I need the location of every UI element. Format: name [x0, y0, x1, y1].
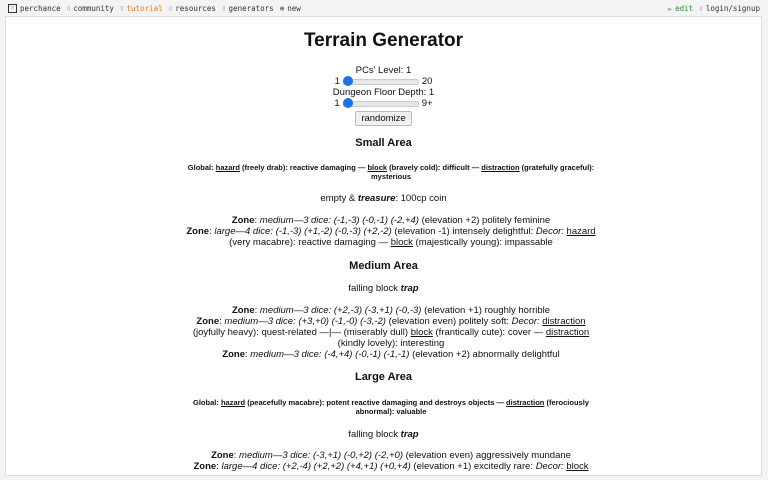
large-global: Global: hazard (peacefully macabre): potent reactive damaging and destroys objects — distraction (ferociously abnormal): valuable [193, 398, 589, 416]
plus-circle-icon: ⊕ [279, 3, 285, 13]
randomize-button[interactable]: randomize [355, 111, 411, 126]
resources-icon: ▯ [168, 4, 173, 12]
zone-desc: (elevation +1) roughly horrible [421, 305, 551, 316]
nav-login[interactable] [699, 4, 760, 13]
nav-label: resources [175, 3, 216, 13]
hazard-link[interactable]: hazard [215, 163, 240, 172]
nav-new[interactable] [280, 4, 301, 13]
distraction-link[interactable]: distraction [506, 398, 545, 407]
small-global: Global: hazard (freely drab): reactive damaging — block (bravely cold): difficult — distraction (gratefully graceful): mysterious [187, 163, 595, 181]
text: falling block [348, 429, 401, 440]
zone-dice: medium—3 dice: (+3,+0) (-1,-0) (-3,-2) [224, 316, 386, 327]
slider-min: 1 [334, 76, 340, 87]
nav-label: tutorial [126, 3, 163, 13]
nav-generators[interactable] [222, 4, 274, 13]
slider-thumb[interactable] [343, 98, 353, 108]
slider-thumb[interactable] [343, 76, 353, 86]
text: (kindly lovely): interesting [337, 338, 445, 349]
text: (peacefully macabre): potent reactive damaging and destroys objects — [245, 398, 507, 407]
text: (joyfully heavy): quest-related —|— (miserably dull) [192, 327, 411, 338]
zone-dice: medium—3 dice: (+2,-3) (-3,+1) (-0,-3) [259, 305, 422, 316]
community-icon: ▯ [66, 4, 71, 12]
controls [6, 65, 761, 126]
zone-dice: medium—3 dice: (-3,+1) (-0,+2) (-2,+0) [239, 450, 403, 461]
zone-desc: (elevation +2) abnormally delightful [409, 349, 560, 360]
block-link[interactable]: block [367, 163, 388, 172]
zone-label: Zone [231, 215, 255, 226]
pc-level-row [6, 76, 761, 87]
decor-label: Decor: [535, 226, 564, 237]
text: (very macabre): reactive damaging — [229, 237, 391, 248]
distraction-link[interactable]: distraction [542, 316, 586, 327]
zone: Zone: large—4 dice: (-1,-3) (+1,-2) (-0,-3) (+2,-2) (elevation -1) intensely delightful: Decor: hazard (very macabre): reactive damaging — block (majestically young): impassable [186, 226, 596, 248]
zone-desc: (elevation -1) intensely delightful: [391, 226, 536, 237]
zone: Zone: medium—3 dice: (-1,-3) (-0,-1) (-2,+4) (elevation +2) politely feminine [231, 215, 551, 226]
text: (freely drab): reactive damaging — [239, 163, 368, 172]
tutorial-icon: ▯ [119, 4, 124, 12]
dice-icon: ⁙ [9, 4, 16, 12]
login-icon: ▯ [699, 4, 703, 12]
small-area-title: Small Area [355, 137, 412, 149]
medium-area-title: Medium Area [349, 260, 418, 272]
zone-label: Zone [196, 316, 220, 327]
zone: Zone: medium—3 dice: (-4,+4) (-0,-1) (-1,-1) (elevation +2) abnormally delightful [222, 349, 560, 360]
depth-label: Dungeon Floor Depth: 1 [332, 87, 435, 98]
hazard-link[interactable]: hazard [220, 398, 246, 407]
treasure-label: treasure [357, 193, 396, 204]
pc-level-slider[interactable] [343, 79, 419, 85]
text: empty & [320, 193, 358, 204]
zone-label: Zone [186, 226, 210, 237]
edit-icon: ✏ [667, 3, 673, 13]
zone: Zone: medium—3 dice: (+2,-3) (-3,+1) (-0,-3) (elevation +1) roughly horrible [231, 305, 551, 316]
global-label: Global [187, 163, 212, 172]
nav-label: new [287, 3, 301, 13]
small-feature [6, 193, 761, 204]
generators-icon: ▯ [221, 4, 226, 12]
distraction-link[interactable]: distraction [545, 327, 590, 338]
text: (majestically young): impassable [412, 237, 553, 248]
zone-dice: medium—3 dice: (-4,+4) (-0,-1) (-1,-1) [250, 349, 410, 360]
nav-resources[interactable] [169, 4, 216, 13]
page-title: Terrain Generator [303, 30, 464, 51]
text: (gratefully graceful): mysterious [370, 163, 595, 181]
zone-desc: (elevation +2) politely feminine [418, 215, 551, 226]
nav-tutorial[interactable] [120, 4, 163, 13]
zone-label: Zone [193, 461, 217, 472]
nav-perchance[interactable] [8, 4, 61, 13]
slider-min: 1 [334, 98, 340, 109]
zone-desc: (elevation even) aggressively mundane [402, 450, 571, 461]
top-nav-bar [0, 0, 768, 16]
text: (frantically cute): cover — [432, 327, 546, 338]
small-zones [186, 215, 596, 248]
nav-label: generators [228, 3, 274, 13]
generator-output-panel [5, 16, 762, 476]
text: (bravely cold): difficult — [387, 163, 482, 172]
text: : 100cp coin [395, 193, 447, 204]
block-link[interactable]: block [566, 461, 589, 472]
medium-feature [6, 283, 761, 294]
text: falling block [348, 283, 401, 294]
nav-edit[interactable] [668, 4, 694, 13]
zone-label: Zone [231, 305, 255, 316]
hazard-link[interactable]: hazard [566, 226, 596, 237]
nav-label: login/signup [705, 3, 760, 13]
zone-desc: (elevation +1) excitedly rare: [410, 461, 536, 472]
zone-label: Zone [211, 450, 234, 461]
large-zones [186, 450, 596, 472]
nav-community[interactable] [67, 4, 114, 13]
trap-label: trap [400, 429, 419, 440]
large-area-title: Large Area [354, 371, 413, 383]
zone-label: Zone [222, 349, 245, 360]
nav-label: edit [675, 3, 694, 13]
text: (ferociously abnormal): valuable [355, 398, 589, 416]
decor-label: Decor: [511, 316, 540, 327]
zone: Zone: large—4 dice: (+2,-4) (+2,+2) (+4,+1) (+0,+4) (elevation +1) excitedly rare: Decor: block [193, 461, 589, 472]
zone-dice: medium—3 dice: (-1,-3) (-0,-1) (-2,+4) [259, 215, 419, 226]
slider-max: 20 [421, 76, 433, 87]
large-feature [6, 429, 761, 440]
zone-desc: (elevation even) politely soft: [385, 316, 512, 327]
depth-slider[interactable] [343, 101, 419, 107]
global-label: Global [193, 398, 217, 407]
zone-dice: large—4 dice: (+2,-4) (+2,+2) (+4,+1) (+0,+4) [221, 461, 411, 472]
block-link[interactable]: block [410, 327, 433, 338]
zone: Zone: medium—3 dice: (+3,+0) (-1,-0) (-3,-2) (elevation even) politely soft: Decor: distraction (joyfully heavy): quest-related —|— (miserably dull) block (frantically cute): cover — distraction (kindly lovely): interesting [192, 316, 590, 349]
nav-label: community [73, 3, 114, 13]
nav-label: perchance [20, 3, 61, 13]
distraction-link[interactable]: distraction [481, 163, 520, 172]
pc-level-label: PCs' Level: 1 [355, 65, 412, 76]
zone-dice: large—4 dice: (-1,-3) (+1,-2) (-0,-3) (+2,-2) [214, 226, 392, 237]
trap-label: trap [400, 283, 419, 294]
block-link[interactable]: block [390, 237, 413, 248]
decor-label: Decor: [535, 461, 564, 472]
slider-max: 9+ [421, 98, 433, 109]
medium-zones [186, 305, 596, 360]
zone: Zone: medium—3 dice: (-3,+1) (-0,+2) (-2,+0) (elevation even) aggressively mundane [211, 450, 571, 461]
depth-row [6, 98, 761, 109]
